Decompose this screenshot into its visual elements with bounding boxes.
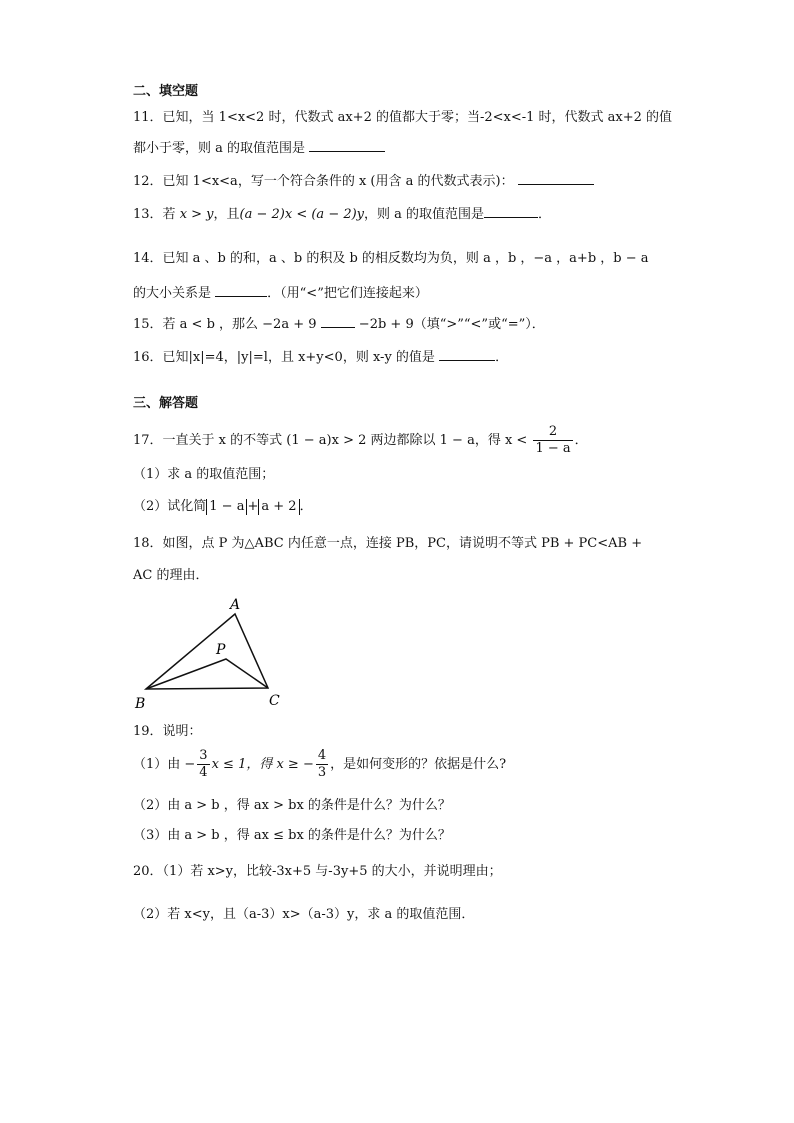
- q17-part2-pre: （2）试化简: [133, 499, 207, 514]
- label-b: B: [135, 696, 146, 712]
- label-c: C: [269, 693, 280, 709]
- q17-abs-2: a + 2: [258, 499, 299, 515]
- q13-pre: 13．若: [133, 207, 180, 222]
- q19-fraction-2-denominator: 3: [317, 765, 327, 780]
- label-a: A: [230, 597, 241, 613]
- q17-fraction: [533, 424, 572, 457]
- q13-answer-blank[interactable]: [484, 205, 538, 218]
- q17-line: [133, 424, 588, 458]
- q19-part1-pre: （1）由 −: [133, 757, 196, 772]
- section-title-fill-in: 二、填空题: [133, 84, 199, 99]
- q19-fraction-2: [316, 748, 328, 781]
- q13-end: ．: [538, 207, 552, 222]
- q19-part1-mid: x ≤ 1，得 x ≥ −: [211, 757, 314, 772]
- q13-mid: ，且: [213, 207, 240, 222]
- q19-fraction-1-denominator: 4: [199, 765, 208, 780]
- q17-mid: 两边都除以 1 − a，得 x <: [370, 433, 528, 448]
- label-p: P: [216, 642, 226, 658]
- q15-post: −2b + 9（填“>”“<”或“=”）．: [358, 317, 545, 332]
- q17-part1: （1）求 a 的取值范围；: [133, 467, 275, 482]
- q17-ineq: (1 − a)x > 2: [286, 433, 367, 448]
- q19-part1: [133, 748, 506, 782]
- q13-post: ，则 a 的取值范围是: [364, 207, 485, 222]
- q14-line2a: 的大小关系是: [133, 286, 212, 301]
- q17-part2-end: ．: [299, 499, 313, 514]
- q17-fraction-numerator: 2: [533, 424, 572, 441]
- q18-line2: AC 的理由．: [133, 568, 209, 583]
- q17-pre: 17．一直关于 x 的不等式: [133, 433, 283, 448]
- q14-line2: [133, 284, 428, 304]
- q16-pre: 16．已知|x|=4，|y|=l，且 x+y<0，则 x-y 的值是: [133, 350, 435, 365]
- q20-part2: （2）若 x<y，且（a-3）x>（a-3）y，求 a 的取值范围．: [133, 907, 475, 922]
- q17-fraction-denominator: 1 − a: [535, 441, 571, 456]
- q12-answer-blank[interactable]: [518, 172, 594, 185]
- q19-part2: （2）由 a > b ，得 ax > bx 的条件是什么？为什么？: [133, 798, 451, 813]
- triangle-figure: [130, 592, 300, 712]
- q19-title: 19．说明：: [133, 724, 202, 739]
- q13-cond2: (a − 2)x < (a − 2)y: [239, 207, 365, 222]
- q12-line: [133, 172, 594, 192]
- q19-fraction-1-numerator: 3: [199, 748, 208, 763]
- q19-part1-end: ，是如何变形的？依据是什么?: [330, 757, 507, 772]
- q11-line2-text: 都小于零，则 a 的取值范围是: [133, 141, 306, 156]
- q13-line: [133, 205, 551, 225]
- q14-line1: 14．已知 a 、b 的和，a 、b 的积及 b 的相反数均为负，则 a ，b ，−a ，a+b ，b − a: [133, 251, 649, 266]
- q17-part2: [133, 497, 313, 517]
- q18-line1: 18．如图，点 P 为△ABC 内任意一点，连接 PB，PC，请说明不等式 PB + PC<AB +: [133, 536, 643, 551]
- q16-answer-blank[interactable]: [439, 348, 495, 361]
- q17-end: ．: [574, 433, 588, 448]
- q12-text: 12．已知 1<x<a，写一个符合条件的 x (用含 a 的代数式表示)：: [133, 174, 514, 189]
- q11-line2: [133, 139, 385, 159]
- q19-fraction-2-numerator: 4: [317, 748, 327, 763]
- section-title-solve: 三、解答题: [133, 396, 199, 411]
- q15-line: [133, 315, 545, 335]
- q16-line: [133, 348, 508, 368]
- q19-part3: （3）由 a > b ，得 ax ≤ bx 的条件是什么？为什么？: [133, 828, 451, 843]
- q15-pre: 15．若 a < b ，那么 −2a + 9: [133, 317, 317, 332]
- q11-line1: 11．已知，当 1<x<2 时，代数式 ax+2 的值都大于零；当-2<x<-1 时，代数式 ax+2 的值: [133, 110, 673, 125]
- q17-plus: +: [247, 499, 259, 514]
- q14-answer-blank[interactable]: [215, 284, 267, 297]
- q19-fraction-1: [197, 748, 209, 781]
- q14-line2b: ．（用“<”把它们连接起来）: [267, 286, 428, 301]
- triangle-abc: [146, 614, 268, 689]
- q17-abs-1: 1 − a: [206, 499, 247, 515]
- q11-answer-blank[interactable]: [309, 139, 385, 152]
- q20-part1: 20．（1）若 x>y，比较-3x+5 与-3y+5 的大小，并说明理由；: [133, 864, 502, 879]
- q13-cond1: x > y: [179, 207, 214, 222]
- q15-answer-blank[interactable]: [321, 315, 355, 328]
- q16-end: ．: [495, 350, 509, 365]
